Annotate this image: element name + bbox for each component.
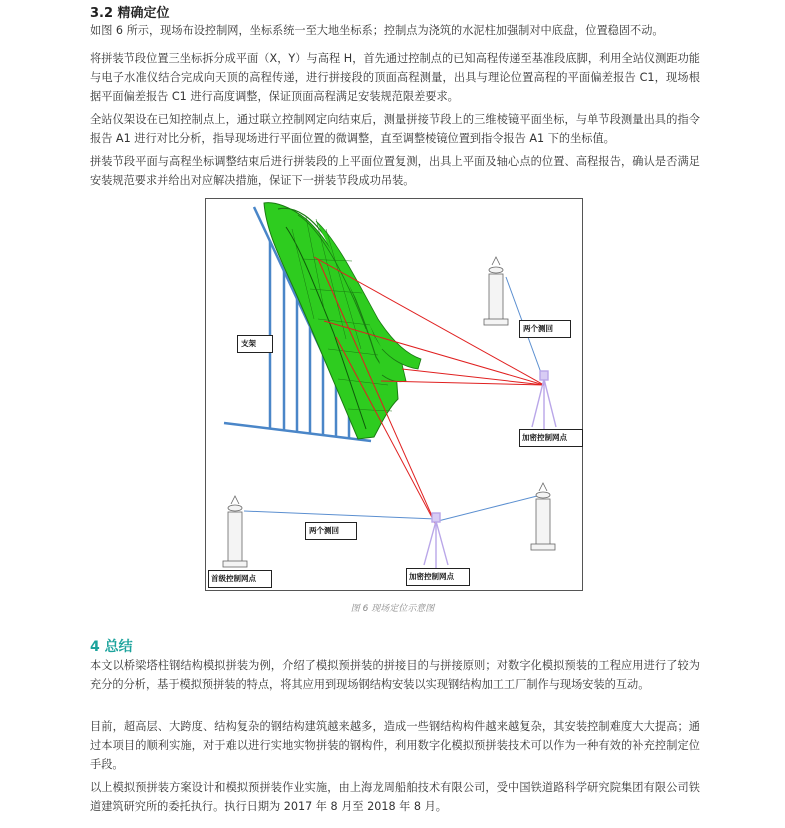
paragraph: 拼装节段平面与高程坐标调整结束后进行拼装段的上平面位置复测，出具上平面及轴心点的位置、高程报告，确认是否满足安装规范要求并给出对应解决措施，保证下一拼装节段成功吊装。 xyxy=(90,155,700,187)
section-heading-4: 4 总结 xyxy=(90,639,133,655)
control-pillar-bottom-right xyxy=(531,483,555,550)
total-station-tripod-bottom xyxy=(424,513,448,569)
label-two-stations-top: 两个测回 xyxy=(523,324,553,333)
tower-structure xyxy=(264,203,421,439)
figure-drawing xyxy=(206,199,582,590)
paragraph: 将拼装节段位置三坐标拆分成平面（X，Y）与高程 H，首先通过控制点的已知高程传递至基准段底脚，利用全站仪测距功能与电子水准仪结合完成向天顶的高程传递，进行拼接段的顶面高程测量，出具与理论位置高程的平面偏差报告 C1，现场根据平面偏差报告 C1 进行高度调整，保证顶面高程满足安装规范限差要求。 xyxy=(90,52,700,103)
label-first-level-point: 首级控制网点 xyxy=(211,574,256,583)
paragraph: 目前，超高层、大跨度、结构复杂的钢结构建筑越来越多，造成一些钢结构构件越来越复杂，其安装控制难度大大提高；通过本项目的顺利实施，对于难以进行实地实物拼装的钢构件，利用数字化模拟预拼装技术可以作为一种有效的补充控制定位手段。 xyxy=(90,720,700,771)
label-two-stations-bottom: 两个测回 xyxy=(309,526,339,535)
paragraph: 本文以桥梁塔柱钢结构模拟拼装为例，介绍了模拟预拼装的拼接目的与拼接原则；对数字化模拟预装的工程应用进行了较为充分的分析，基于模拟预拼装的特点，将其应用到现场钢结构安装以实现钢结构加工工厂制作与现场安装的互动。 xyxy=(90,659,700,691)
control-pillar-bottom-left xyxy=(223,496,247,567)
control-pillar-top-right xyxy=(484,257,508,325)
label-densified-point-right: 加密控制网点 xyxy=(522,433,567,442)
figure-caption: 图 6 现场定位示意图 xyxy=(350,604,435,614)
label-densified-point-bottom: 加密控制网点 xyxy=(409,572,454,581)
paragraph: 全站仪架设在已知控制点上，通过联立控制网定向结束后，测量拼接节段上的三维棱镜平面坐标，与单节段测量出具的指令报告 A1 进行对比分析，指导现场进行平面位置的微调整，直至调整棱镜位置到指令报告 A1 下的坐标值。 xyxy=(90,113,700,145)
figure-site-positioning xyxy=(205,198,583,591)
paragraph: 如图 6 所示，现场布设控制网，坐标系统一至大地坐标系；控制点为浇筑的水泥柱加强制对中底盘，位置稳固不动。 xyxy=(90,24,664,37)
label-support: 支架 xyxy=(241,339,256,348)
section-heading-3-2: 3.2 精确定位 xyxy=(90,6,170,21)
paragraph: 以上模拟预拼装方案设计和模拟预拼装作业实施，由上海龙周船舶技术有限公司，受中国铁道路科学研究院集团有限公司铁道建筑研究所的委托执行。执行日期为 2017 年 8 月至 2018 年 8 月。 xyxy=(90,781,700,813)
